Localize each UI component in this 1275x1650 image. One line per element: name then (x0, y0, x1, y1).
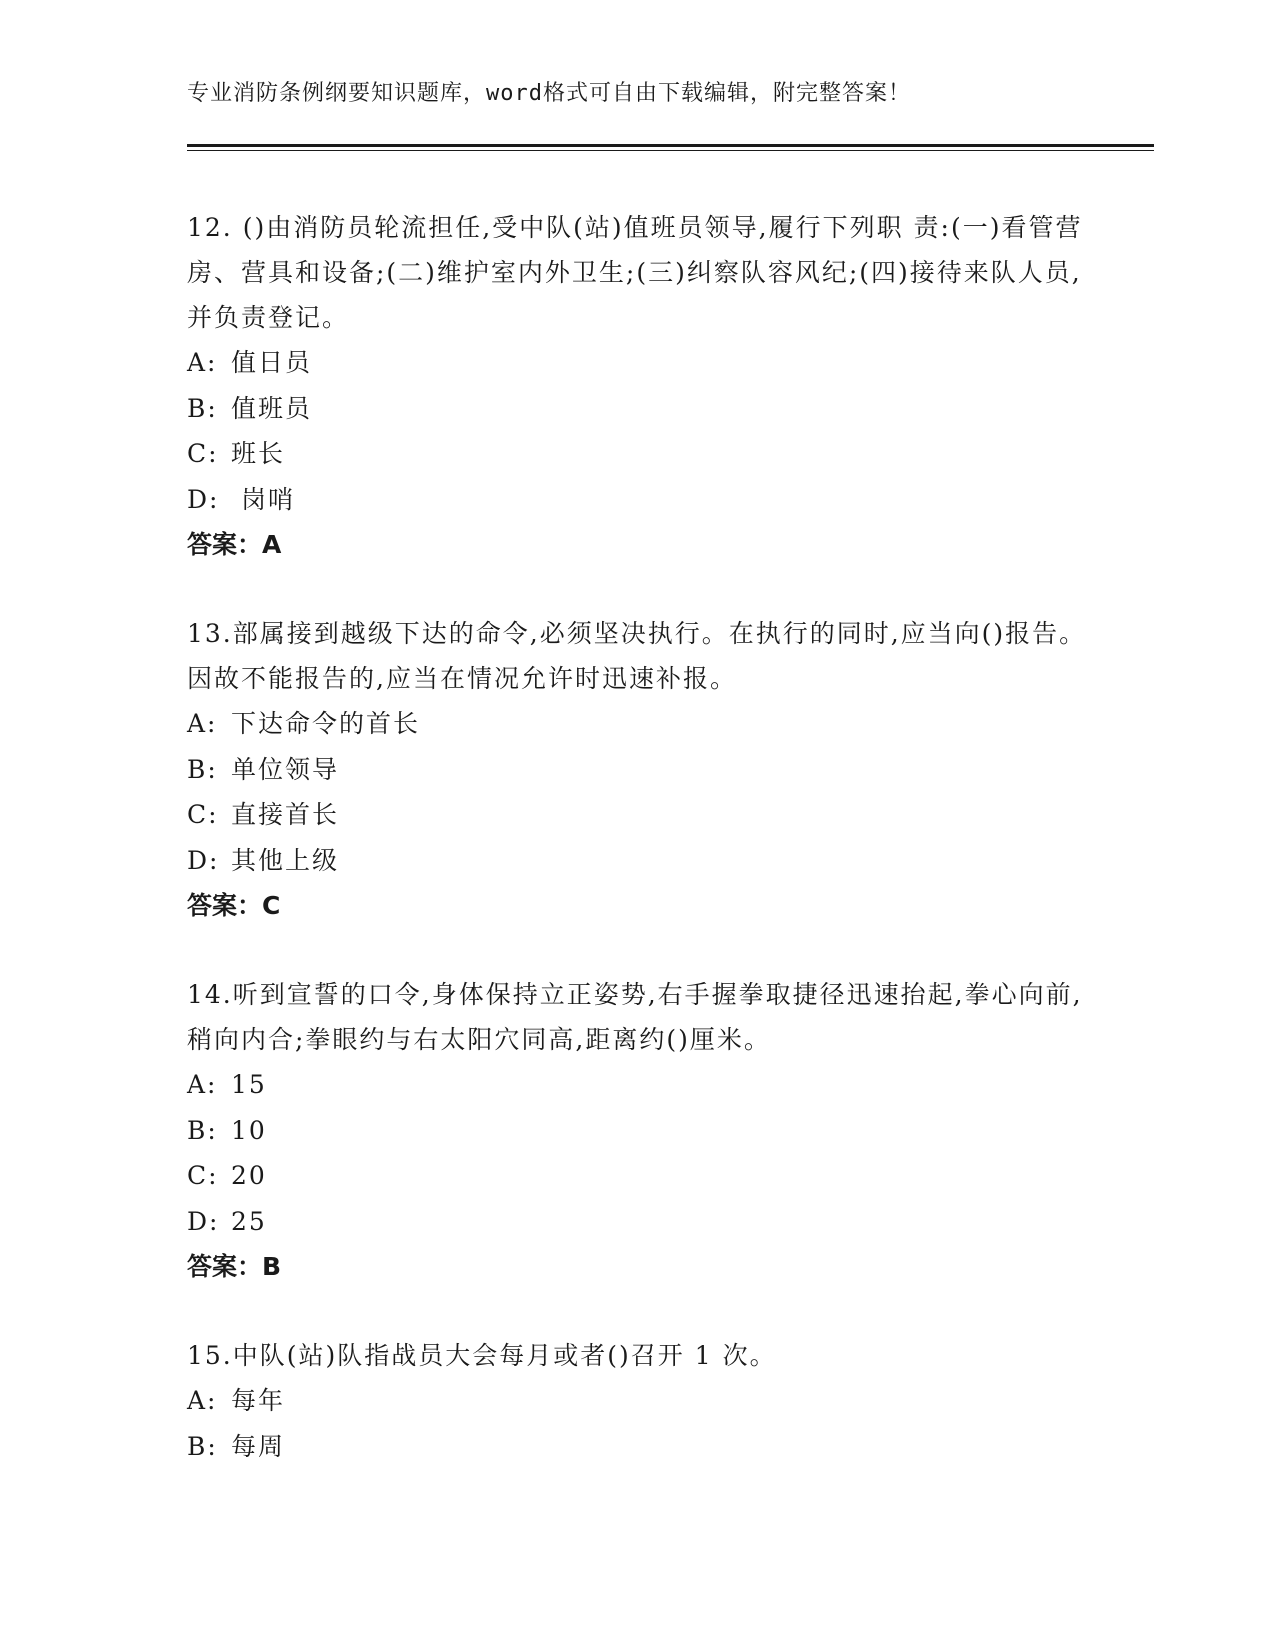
option-letter: C: (187, 439, 219, 468)
question-14 (187, 972, 1087, 1289)
option-letter: B: (187, 1115, 218, 1145)
question-13 (187, 611, 1087, 928)
header-rule-thin (187, 150, 1154, 151)
option-letter: C: (187, 800, 219, 829)
option-letter: C: (187, 1161, 219, 1190)
option-a (187, 1378, 1087, 1424)
option-letter: B: (187, 393, 218, 423)
option-a (187, 701, 1087, 747)
option-text: 单位领导 (231, 754, 340, 784)
option-letter: D: (187, 1206, 220, 1236)
option-c (187, 1153, 1087, 1199)
answer-line: 答案：B (187, 1252, 282, 1281)
option-a (187, 340, 1087, 386)
option-text: 每年 (231, 1386, 286, 1415)
question-stem: 15.中队(站)队指战员大会每月或者()召开 1 次。 (187, 1341, 777, 1370)
page-header: 专业消防条例纲要知识题库，word格式可自由下载编辑，附完整答案！ (187, 81, 911, 106)
question-stem: 14.听到宣誓的口令,身体保持立正姿势,右手握拳取捷径迅速抬起,拳心向前,稍向内合;拳眼约与右太阳穴同高,距离约()厘米。 (187, 980, 1083, 1054)
option-text: 岗哨 (231, 484, 295, 514)
option-b (187, 1424, 1087, 1470)
question-15 (187, 1333, 1087, 1469)
option-c (187, 792, 1087, 838)
option-a (187, 1062, 1087, 1108)
option-d (187, 1199, 1087, 1245)
question-list (187, 205, 1087, 1513)
option-letter: D: (187, 845, 220, 875)
option-b (187, 747, 1087, 793)
option-text: 15 (231, 1070, 267, 1099)
option-letter: B: (187, 1431, 218, 1461)
question-stem: 12. ()由消防员轮流担任,受中队(站)值班员领导,履行下列职 责:(一)看管营房、营具和设备;(二)维护室内外卫生;(三)纠察队容风纪;(四)接待来队人员,并负责登记。 (187, 213, 1083, 332)
answer-line: 答案：A (187, 530, 282, 559)
option-text: 直接首长 (231, 800, 340, 829)
option-c (187, 431, 1087, 477)
option-letter: D: (187, 484, 220, 514)
option-text: 25 (231, 1206, 267, 1236)
option-b (187, 386, 1087, 432)
question-stem: 13.部属接到越级下达的命令,必须坚决执行。在执行的同时,应当向()报告。因故不能报告的,应当在情况允许时迅速补报。 (187, 619, 1087, 693)
option-text: 值班员 (231, 393, 313, 423)
option-letter: A: (187, 709, 218, 738)
option-d (187, 477, 1087, 523)
option-b (187, 1108, 1087, 1154)
option-letter: A: (187, 348, 218, 377)
option-text: 10 (231, 1115, 267, 1145)
option-text: 值日员 (231, 348, 313, 377)
option-letter: B: (187, 754, 218, 784)
option-text: 其他上级 (231, 845, 340, 875)
option-letter: A: (187, 1386, 218, 1415)
question-12 (187, 205, 1087, 567)
answer-line: 答案：C (187, 891, 281, 920)
option-text: 每周 (231, 1431, 286, 1461)
option-text: 班长 (231, 439, 286, 468)
option-text: 下达命令的首长 (231, 709, 421, 738)
header-rule-thick (187, 144, 1154, 147)
option-d (187, 838, 1087, 884)
option-text: 20 (231, 1161, 267, 1190)
option-letter: A: (187, 1070, 218, 1099)
